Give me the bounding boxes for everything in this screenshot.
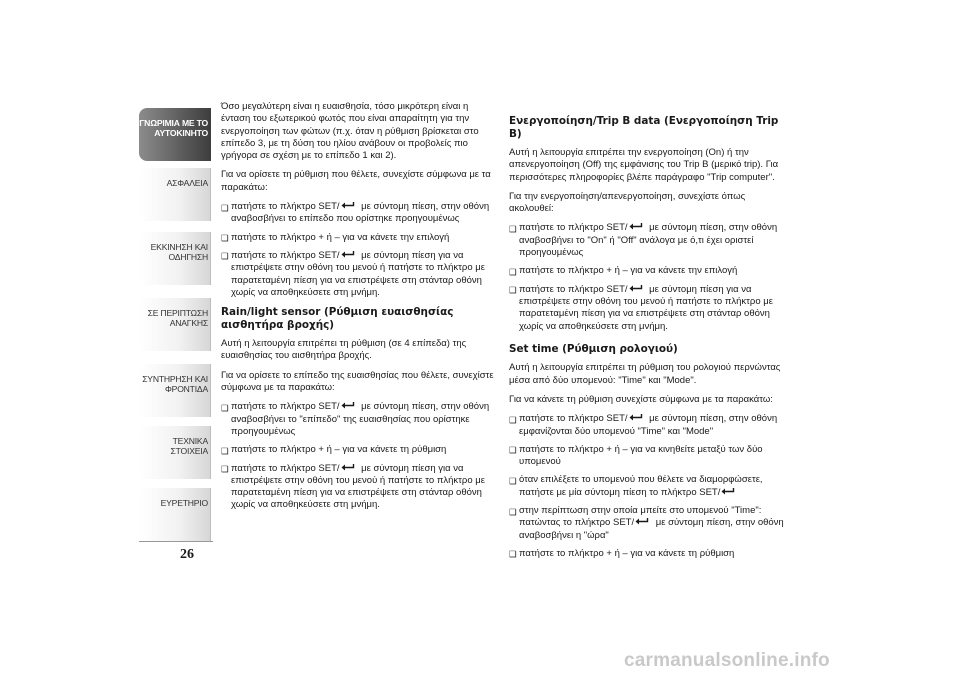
checkbox-bullet-icon: ❑ <box>509 266 517 277</box>
right-column <box>509 115 789 567</box>
return-arrow-icon <box>629 284 643 293</box>
checkbox-bullet-icon: ❑ <box>221 233 229 244</box>
return-arrow-icon <box>341 250 355 259</box>
checkbox-bullet-icon: ❑ <box>509 475 517 486</box>
checkbox-bullet-icon: ❑ <box>221 251 229 262</box>
step-text: πατήστε το πλήκτρο + ή – για να κάνετε την επιλογή <box>519 265 738 277</box>
checkbox-bullet-icon: ❑ <box>221 202 229 213</box>
step-text-cont: με σύντομη πίεση, στην οθόνη αναβοσβήνει το "επίπεδο" της ευαισθησίας που ορίστηκε προηγουμένως <box>231 401 490 437</box>
steps-list <box>221 201 494 299</box>
section-paragraph: Αυτή η λειτουργία επιτρέπει τη ρύθμιση του ρολογιού περνώντας μέσα από δύο υπομενού: "Time" και "Mode". <box>509 362 781 386</box>
page-number-rule <box>139 541 213 542</box>
return-arrow-icon <box>629 413 643 422</box>
step-item <box>509 413 789 438</box>
instruction-paragraph: Για να ορίσετε το επίπεδο της ευαισθησίας που θέλετε, συνεχίστε σύμφωνα με τα παρακάτω: <box>221 369 494 394</box>
step-item <box>221 463 494 512</box>
section-heading: Set time (Ρύθμιση ρολογιού) <box>509 342 678 355</box>
step-text: πατήστε το πλήκτρο SET/ <box>231 249 340 261</box>
step-text: πατήστε το πλήκτρο + ή – για να κάνετε τη ρύθμιση <box>231 444 447 456</box>
return-arrow-icon <box>341 401 355 410</box>
step-item <box>509 474 789 499</box>
step-text-cont: με σύντομη πίεση, στην οθόνη αναβοσβήνει το επίπεδο που ορίστηκε προηγουμένως <box>231 201 490 225</box>
checkbox-bullet-icon: ❑ <box>509 285 517 296</box>
return-arrow-icon <box>629 222 643 231</box>
sidebar-tab[interactable]: ΓΝΩΡΙΜΙΑ ΜΕ ΤΟ ΑΥΤΟΚΙΝΗΤΟ <box>139 108 211 161</box>
step-text-cont: με σύντομη πίεση, στην οθόνη αναβοσβήνει το "On" ή "Off" ανάλογα με ό,τι έχει οριστεί προηγουμένως <box>519 222 778 259</box>
step-text: πατήστε το πλήκτρο SET/ <box>231 462 340 474</box>
step-text: πατήστε το πλήκτρο SET/ <box>231 201 340 213</box>
sidebar-tab[interactable]: ΑΣΦΑΛΕΙΑ <box>139 168 211 221</box>
checkbox-bullet-icon: ❑ <box>221 402 229 413</box>
chapter-sidebar <box>139 108 211 540</box>
step-item <box>221 201 494 226</box>
return-arrow-icon <box>341 201 355 210</box>
section-paragraph: Αυτή η λειτουργία επιτρέπει τη ρύθμιση (σε 4 επίπεδα) της ευαισθησίας του αισθητήρα βροχής. <box>221 338 467 362</box>
step-item <box>509 444 789 469</box>
instruction-paragraph: Για να κάνετε τη ρύθμιση συνεχίστε σύμφωνα με τα παρακάτω: <box>509 393 773 405</box>
step-text: πατήστε το πλήκτρο SET/ <box>231 401 340 413</box>
step-item <box>221 250 494 299</box>
step-text: πατήστε το πλήκτρο + ή – για να κάνετε την επιλογή <box>231 231 450 243</box>
section-heading: Ενεργοποίηση/Trip B data (Ενεργοποίηση Trip B) <box>509 115 779 140</box>
return-arrow-icon <box>721 487 735 496</box>
checkbox-bullet-icon: ❑ <box>221 445 229 456</box>
checkbox-bullet-icon: ❑ <box>509 506 517 517</box>
step-item <box>221 401 494 438</box>
step-text: στην περίπτωση στην οποία μπείτε στο υπομενού "Time": πατώντας το πλήκτρο SET/ <box>519 505 762 529</box>
step-item <box>509 548 789 560</box>
step-text: όταν επιλέξετε το υπομενού που θέλετε να διαμορφώσετε, πατήστε με μία σύντομη πίεση το πλήκτρο SET/ <box>519 474 763 498</box>
left-column <box>221 101 494 519</box>
step-item <box>221 232 494 244</box>
step-text: πατήστε το πλήκτρο SET/ <box>519 283 628 295</box>
checkbox-bullet-icon: ❑ <box>509 445 517 456</box>
section-heading: Rain/light sensor (Ρύθμιση ευαισθησίας αισθητήρα βροχής) <box>221 306 454 331</box>
checkbox-bullet-icon: ❑ <box>509 549 517 560</box>
watermark: carmanualsonline.info <box>624 650 830 671</box>
step-text: πατήστε το πλήκτρο SET/ <box>519 222 628 234</box>
sidebar-tab[interactable]: ΣΕ ΠΕΡΙΠΤΩΣΗ ΑΝΑΓΚΗΣ <box>139 298 211 351</box>
page-number: 26 <box>180 547 194 562</box>
step-text-cont: με σύντομη πίεση για να επιστρέψετε στην οθόνη του μενού ή πατήστε το πλήκτρο με παρατεταμένη πίεση για να επιστρέψετε στη στάνταρ οθόνη χωρίς να αποθηκεύσετε στη μνήμη. <box>231 249 485 298</box>
instruction-paragraph: Για την ενεργοποίηση/απενεργοποίηση, συνεχίστε όπως ακολουθεί: <box>509 190 746 215</box>
section-paragraph: Αυτή η λειτουργία επιτρέπει την ενεργοποίηση (On) ή την απενεργοποίηση (Off) της εμφάνισης του Trip B (μερικό trip). Για περισσότερες πληροφορίες βλέπε παράγραφο "Trip computer". <box>509 147 779 183</box>
step-item <box>509 265 789 277</box>
return-arrow-icon <box>635 517 649 526</box>
sidebar-tab[interactable]: ΣΥΝΤΗΡΗΣΗ ΚΑΙ ΦΡΟΝΤΙΔΑ <box>139 364 211 417</box>
sidebar-tab[interactable]: ΕΚΚΙΝΗΣΗ ΚΑΙ ΟΔΗΓΗΣΗ <box>139 232 211 285</box>
sidebar-tab[interactable]: ΤΕΧΝΙΚΑ ΣΤΟΙΧΕΙΑ <box>139 426 211 479</box>
step-text: πατήστε το πλήκτρο SET/ <box>519 413 628 425</box>
instruction-paragraph: Για να ορίσετε τη ρύθμιση που θέλετε, συνεχίστε σύμφωνα με τα παρακάτω: <box>221 169 491 193</box>
step-text: πατήστε το πλήκτρο + ή – για να κάνετε τη ρύθμιση <box>519 547 735 559</box>
step-item <box>509 222 789 259</box>
steps-list <box>509 222 789 332</box>
intro-paragraph: Όσο μεγαλύτερη είναι η ευαισθησία, τόσο μικρότερη είναι η ένταση του εξωτερικού φωτός που είναι απαραίτητη για την ενεργοποίηση των φώτων (π.χ. όταν η ρύθμιση βρίσκεται στο επίπεδο 3, με τη δύση του ηλίου ανάβουν οι προβολείς πιο γρήγορα σε σχέση με το επίπεδο 1 και 2). <box>221 101 479 162</box>
step-item <box>509 284 789 333</box>
step-item <box>509 505 789 542</box>
step-text-cont: με σύντομη πίεση, στην οθόνη εμφανίζονται δύο υπομενού "Time" και "Mode" <box>519 413 778 437</box>
steps-list <box>509 413 789 560</box>
step-item <box>221 444 494 456</box>
checkbox-bullet-icon: ❑ <box>509 414 517 425</box>
step-text-cont: με σύντομη πίεση, στην οθόνη αναβοσβήνει η "ώρα" <box>519 517 784 541</box>
step-text-cont: με σύντομη πίεση για να επιστρέψετε στην οθόνη του μενού ή πατήστε το πλήκτρο με παρατεταμένη πίεση για να επιστρέψετε στη στάνταρ οθόνη χωρίς να αποθηκεύσετε στη μνήμη. <box>231 462 485 511</box>
checkbox-bullet-icon: ❑ <box>221 464 229 475</box>
step-text-cont: με σύντομη πίεση για να επιστρέψετε στην οθόνη του μενού ή πατήστε το πλήκτρο με παρατεταμένη πίεση για να επιστρέψετε στη στάνταρ οθόνη χωρίς να αποθηκεύσετε στη μνήμη. <box>519 283 773 332</box>
sidebar-tab[interactable]: ΕΥΡΕΤΗΡΙΟ <box>139 488 211 541</box>
checkbox-bullet-icon: ❑ <box>509 223 517 234</box>
steps-list <box>221 401 494 511</box>
step-text: πατήστε το πλήκτρο + ή – για να κινηθείτε μεταξύ των δύο υπομενού <box>519 443 763 468</box>
return-arrow-icon <box>341 463 355 472</box>
